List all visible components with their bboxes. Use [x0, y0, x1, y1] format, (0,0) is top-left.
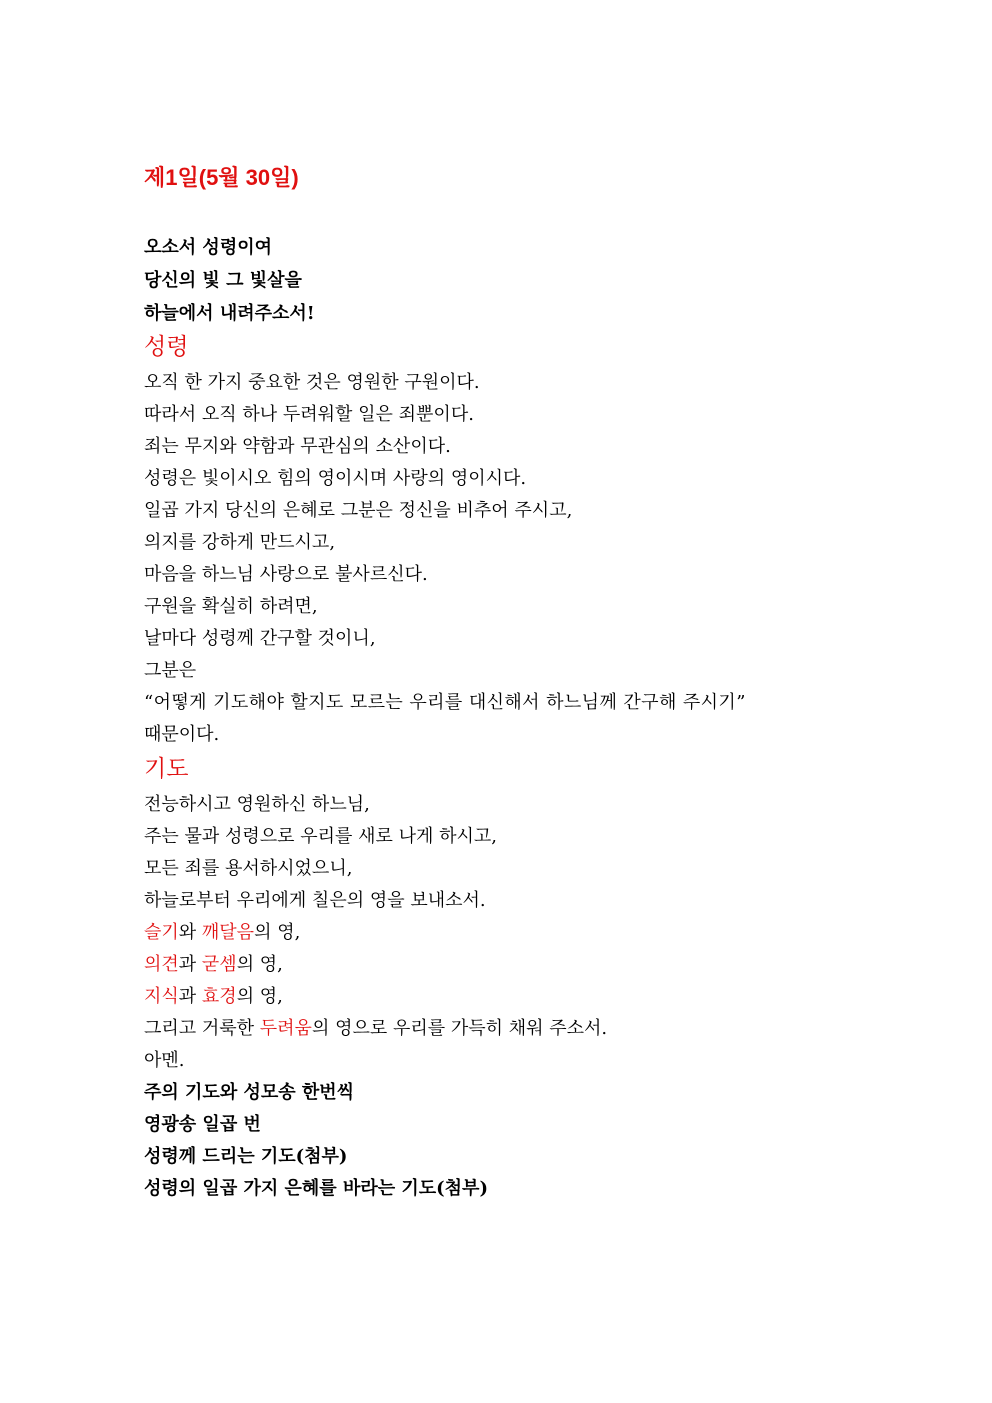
gift-suffix: 의 영,: [236, 954, 283, 975]
body-line: 성령은 빛이시오 힘의 영이시며 사랑의 영이시다.: [144, 468, 527, 489]
amen-line: 아멘.: [144, 1050, 185, 1071]
prayer-line: 주는 물과 성령으로 우리를 새로 나게 하시고,: [144, 826, 498, 847]
section-heading-prayer: 기도: [144, 756, 189, 782]
gift-term: 깨달음: [201, 922, 255, 943]
gift-connector: 과: [178, 986, 202, 1007]
closing-line: 성령의 일곱 가지 은혜를 바라는 기도(첨부): [144, 1178, 488, 1199]
gift-term: 두려움: [259, 1018, 312, 1039]
body-line: 죄는 무지와 약함과 무관심의 소산이다.: [144, 436, 451, 457]
gift-line: [144, 953, 283, 977]
gift-term: 굳셈: [201, 954, 237, 975]
body-line: 날마다 성령께 간구할 것이니,: [144, 628, 376, 649]
intro-line-1: 오소서 성령이여: [144, 237, 272, 258]
closing-line: 성령께 드리는 기도(첨부): [144, 1146, 348, 1167]
body-line: 마음을 하느님 사랑으로 불사르신다.: [144, 564, 428, 585]
prayer-line: 모든 죄를 용서하시었으니,: [144, 858, 353, 879]
body-line: 일곱 가지 당신의 은혜로 그분은 정신을 비추어 주시고,: [144, 500, 573, 521]
gift-connector: 과: [178, 954, 202, 975]
body-line: 따라서 오직 하나 두려워할 일은 죄뿐이다.: [144, 404, 474, 425]
gift-suffix: 의 영,: [254, 922, 301, 943]
body-line: 오직 한 가지 중요한 것은 영원한 구원이다.: [144, 372, 480, 393]
page-title: 제1일(5월 30일): [144, 165, 299, 190]
intro-line-2: 당신의 빛 그 빛살을: [144, 270, 302, 291]
gift-line: [144, 985, 283, 1009]
section-heading-holy-spirit: 성령: [144, 334, 189, 360]
body-line: 때문이다.: [144, 724, 220, 745]
gift-term: 의견: [144, 954, 179, 975]
gift-term: 슬기: [144, 922, 179, 943]
gift-line: [144, 921, 300, 945]
closing-line: 주의 기도와 성모송 한번씩: [144, 1082, 355, 1103]
fear-prefix: 그리고 거룩한: [144, 1018, 260, 1039]
gift-term: 효경: [201, 986, 237, 1007]
fear-suffix: 의 영으로 우리를 가득히 채워 주소서.: [311, 1018, 608, 1039]
body-line: 의지를 강하게 만드시고,: [144, 532, 336, 553]
body-line: 구원을 확실히 하려면,: [144, 596, 318, 617]
closing-line: 영광송 일곱 번: [144, 1114, 261, 1135]
gift-term: 지식: [144, 986, 179, 1007]
prayer-line: 하늘로부터 우리에게 칠은의 영을 보내소서.: [144, 890, 486, 911]
gift-suffix: 의 영,: [236, 986, 283, 1007]
body-line: 그분은: [144, 660, 197, 681]
quote-line: “어떻게 기도해야 할지도 모르는 우리를 대신해서 하느님께 간구해 주시기”: [144, 692, 746, 713]
fear-line: [144, 1017, 607, 1041]
intro-line-3: 하늘에서 내려주소서!: [144, 303, 315, 324]
gift-connector: 와: [178, 922, 202, 943]
prayer-line: 전능하시고 영원하신 하느님,: [144, 794, 370, 815]
